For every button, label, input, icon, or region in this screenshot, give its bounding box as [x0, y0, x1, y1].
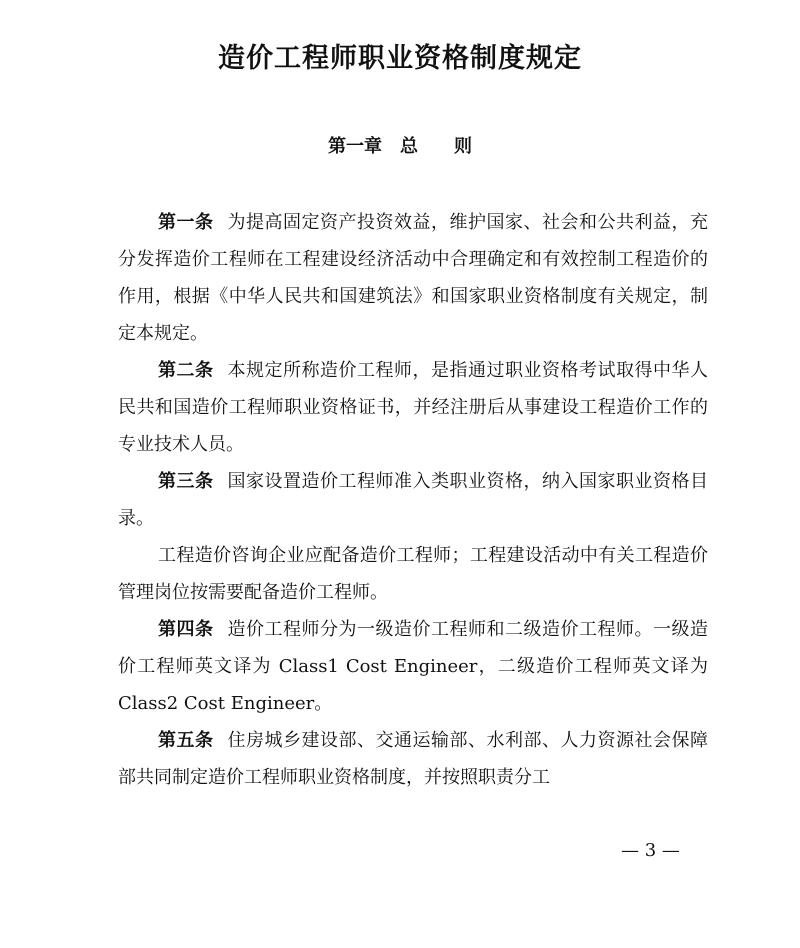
article-label: 第一条 — [158, 212, 214, 233]
article-text: 为提高固定资产投资效益，维护国家、社会和公共利益，充分发挥造价工程师在工程建设经济活动中合理确定和有效控制工程造价的作用，根据《中华人民共和国建筑法》和国家职业资格制度有关规定，制定本规定。 — [118, 212, 708, 344]
paragraph-article-1 — [118, 204, 708, 352]
paragraph-article-2 — [118, 352, 708, 463]
article-label: 第四条 — [158, 619, 214, 640]
article-text: 国家设置造价工程师准入类职业资格，纳入国家职业资格目录。 — [118, 471, 708, 529]
chapter-heading: 第一章 总 则 — [328, 136, 472, 157]
article-label: 第五条 — [158, 730, 214, 751]
paragraph-article-4 — [118, 611, 708, 722]
paragraph-article-5 — [118, 722, 708, 796]
paragraph-article-3 — [118, 463, 708, 537]
article-text: 住房城乡建设部、交通运输部、水利部、人力资源社会保障部共同制定造价工程师职业资格制度，并按照职责分工 — [118, 730, 708, 788]
article-text: 工程造价咨询企业应配备造价工程师；工程建设活动中有关工程造价管理岗位按需要配备造价工程师。 — [118, 545, 708, 603]
article-label: 第三条 — [158, 471, 214, 492]
article-text: 本规定所称造价工程师，是指通过职业资格考试取得中华人民共和国造价工程师职业资格证书，并经注册后从事建设工程造价工作的专业技术人员。 — [118, 360, 708, 455]
page-number: — 3 — — [621, 840, 680, 861]
paragraph-article-3-continued — [118, 537, 708, 611]
article-label: 第二条 — [158, 360, 214, 381]
article-text: 造价工程师分为一级造价工程师和二级造价工程师。一级造价工程师英文译为 Class1 Cost Engineer，二级造价工程师英文译为 Class2 Cost Engineer。 — [118, 619, 708, 714]
document-title: 造价工程师职业资格制度规定 — [218, 43, 582, 74]
document-body — [118, 204, 708, 796]
